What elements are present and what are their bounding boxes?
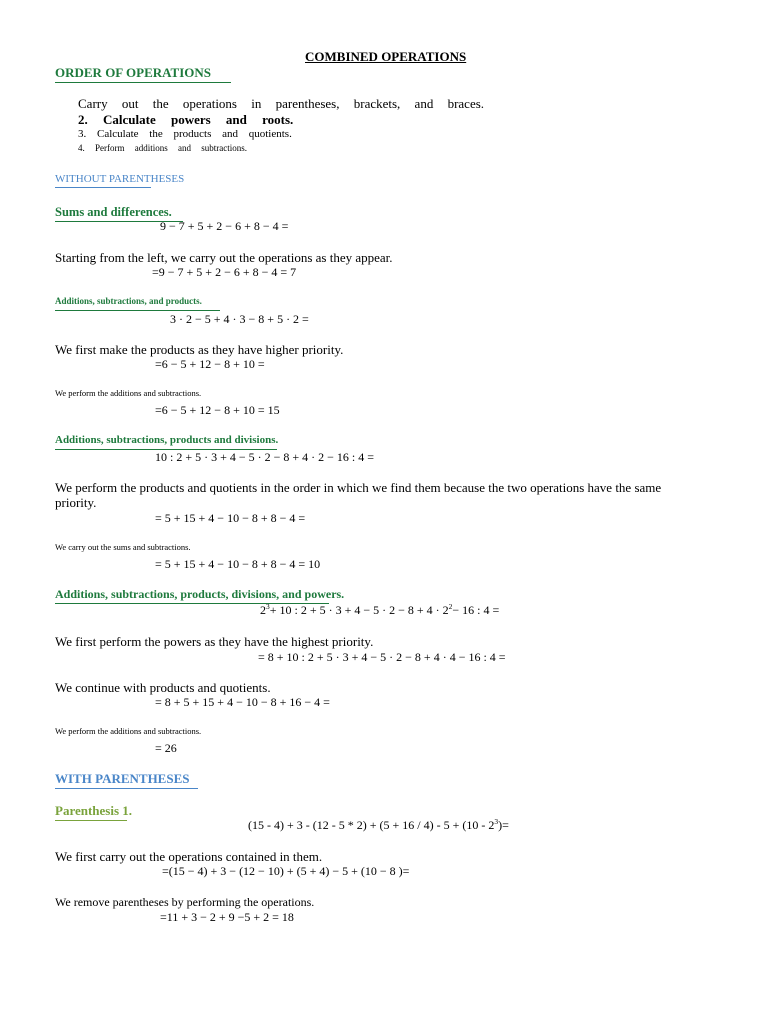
- powers-note-3: We perform the additions and subtractions.: [55, 726, 202, 736]
- with-heading-underline: [55, 788, 198, 789]
- products-note-2: We perform the additions and subtractions.: [55, 388, 202, 398]
- order-step-2: 2. Calculate powers and roots.: [78, 112, 294, 127]
- divisions-note-1a: We perform the products and quotients in the order in which we find them because the two operations have the same: [55, 480, 662, 495]
- sums-result: =9 − 7 + 5 + 2 − 6 + 8 − 4 = 7: [152, 265, 297, 279]
- sums-expression: 9 − 7 + 5 + 2 − 6 + 8 − 4 =: [160, 219, 289, 233]
- sums-note: Starting from the left, we carry out the operations as they appear.: [55, 250, 393, 265]
- powers-result: = 26: [155, 741, 177, 755]
- products-heading: Additions, subtractions, and products.: [55, 296, 202, 306]
- order-heading: ORDER OF OPERATIONS: [55, 65, 212, 80]
- products-note-1: We first make the products as they have higher priority.: [55, 342, 344, 357]
- divisions-note-2: We carry out the sums and subtractions.: [55, 542, 191, 552]
- sums-heading: Sums and differences.: [55, 205, 172, 219]
- products-result: =6 − 5 + 12 − 8 + 10 = 15: [155, 403, 280, 417]
- powers-step-1: = 8 + 10 : 2 + 5 · 3 + 4 − 5 · 2 − 8 + 4 · 4 − 16 : 4 =: [258, 650, 506, 664]
- divisions-expression: 10 : 2 + 5 · 3 + 4 − 5 · 2 − 8 + 4 · 2 − 16 : 4 =: [155, 450, 375, 464]
- powers-note-2: We continue with products and quotients.: [55, 680, 271, 695]
- document-title: COMBINED OPERATIONS: [305, 49, 467, 64]
- products-step-1: =6 − 5 + 12 − 8 + 10 =: [155, 357, 265, 371]
- divisions-result: = 5 + 15 + 4 − 10 − 8 + 8 − 4 = 10: [155, 557, 321, 571]
- powers-expression: $2^3+ 10$ : $2 + 5 \cdot 3 + 4 - 5 \cdot 2 - 8 + 4 \cdot 2^2- 16$ : 4 =: [260, 602, 500, 617]
- products-heading-underline: [55, 310, 220, 311]
- divisions-step-1: = 5 + 15 + 4 − 10 − 8 + 8 − 4 =: [155, 511, 306, 525]
- parenthesis-note-2: We remove parentheses by performing the operations.: [55, 895, 315, 909]
- parenthesis-expression: $(15 - 4) + 3 - (12 - 5 * 2) + (5 + 16 / 4) - 5 + (10 - 2^3)=$: [248, 817, 509, 832]
- parenthesis-note-1: We first carry out the operations contained in them.: [55, 849, 323, 864]
- without-heading-underline: [55, 187, 151, 188]
- powers-note-1: We first perform the powers as they have the highest priority.: [55, 634, 374, 649]
- order-step-1: Carry out the operations in parentheses, brackets, and braces.: [78, 96, 485, 111]
- powers-heading: Additions, subtractions, products, divisions, and powers.: [55, 587, 345, 601]
- parenthesis-heading: Parenthesis 1.: [55, 803, 133, 818]
- divisions-note-1b: priority.: [55, 495, 97, 510]
- products-expression: 3 · 2 − 5 + 4 · 3 − 8 + 5 · 2 =: [170, 312, 309, 326]
- order-step-4: 4. Perform additions and subtractions.: [78, 143, 247, 153]
- order-step-3: 3. Calculate the products and quotients.: [78, 128, 292, 140]
- order-heading-underline: [55, 82, 231, 83]
- parenthesis-step-1: =(15 − 4) + 3 − (12 − 10) + (5 + 4) − 5 + (10 − 8 )=: [162, 864, 410, 878]
- divisions-heading: Additions, subtractions, products and divisions.: [55, 434, 279, 446]
- with-heading: WITH PARENTHESES: [55, 771, 190, 786]
- parenthesis-heading-underline: [55, 820, 127, 821]
- powers-step-2: = 8 + 5 + 15 + 4 − 10 − 8 + 16 − 4 =: [155, 695, 330, 709]
- parenthesis-result: =11 + 3 − 2 + 9 −5 + 2 = 18: [160, 910, 294, 924]
- without-heading: WITHOUT PARENTHESES: [55, 173, 185, 185]
